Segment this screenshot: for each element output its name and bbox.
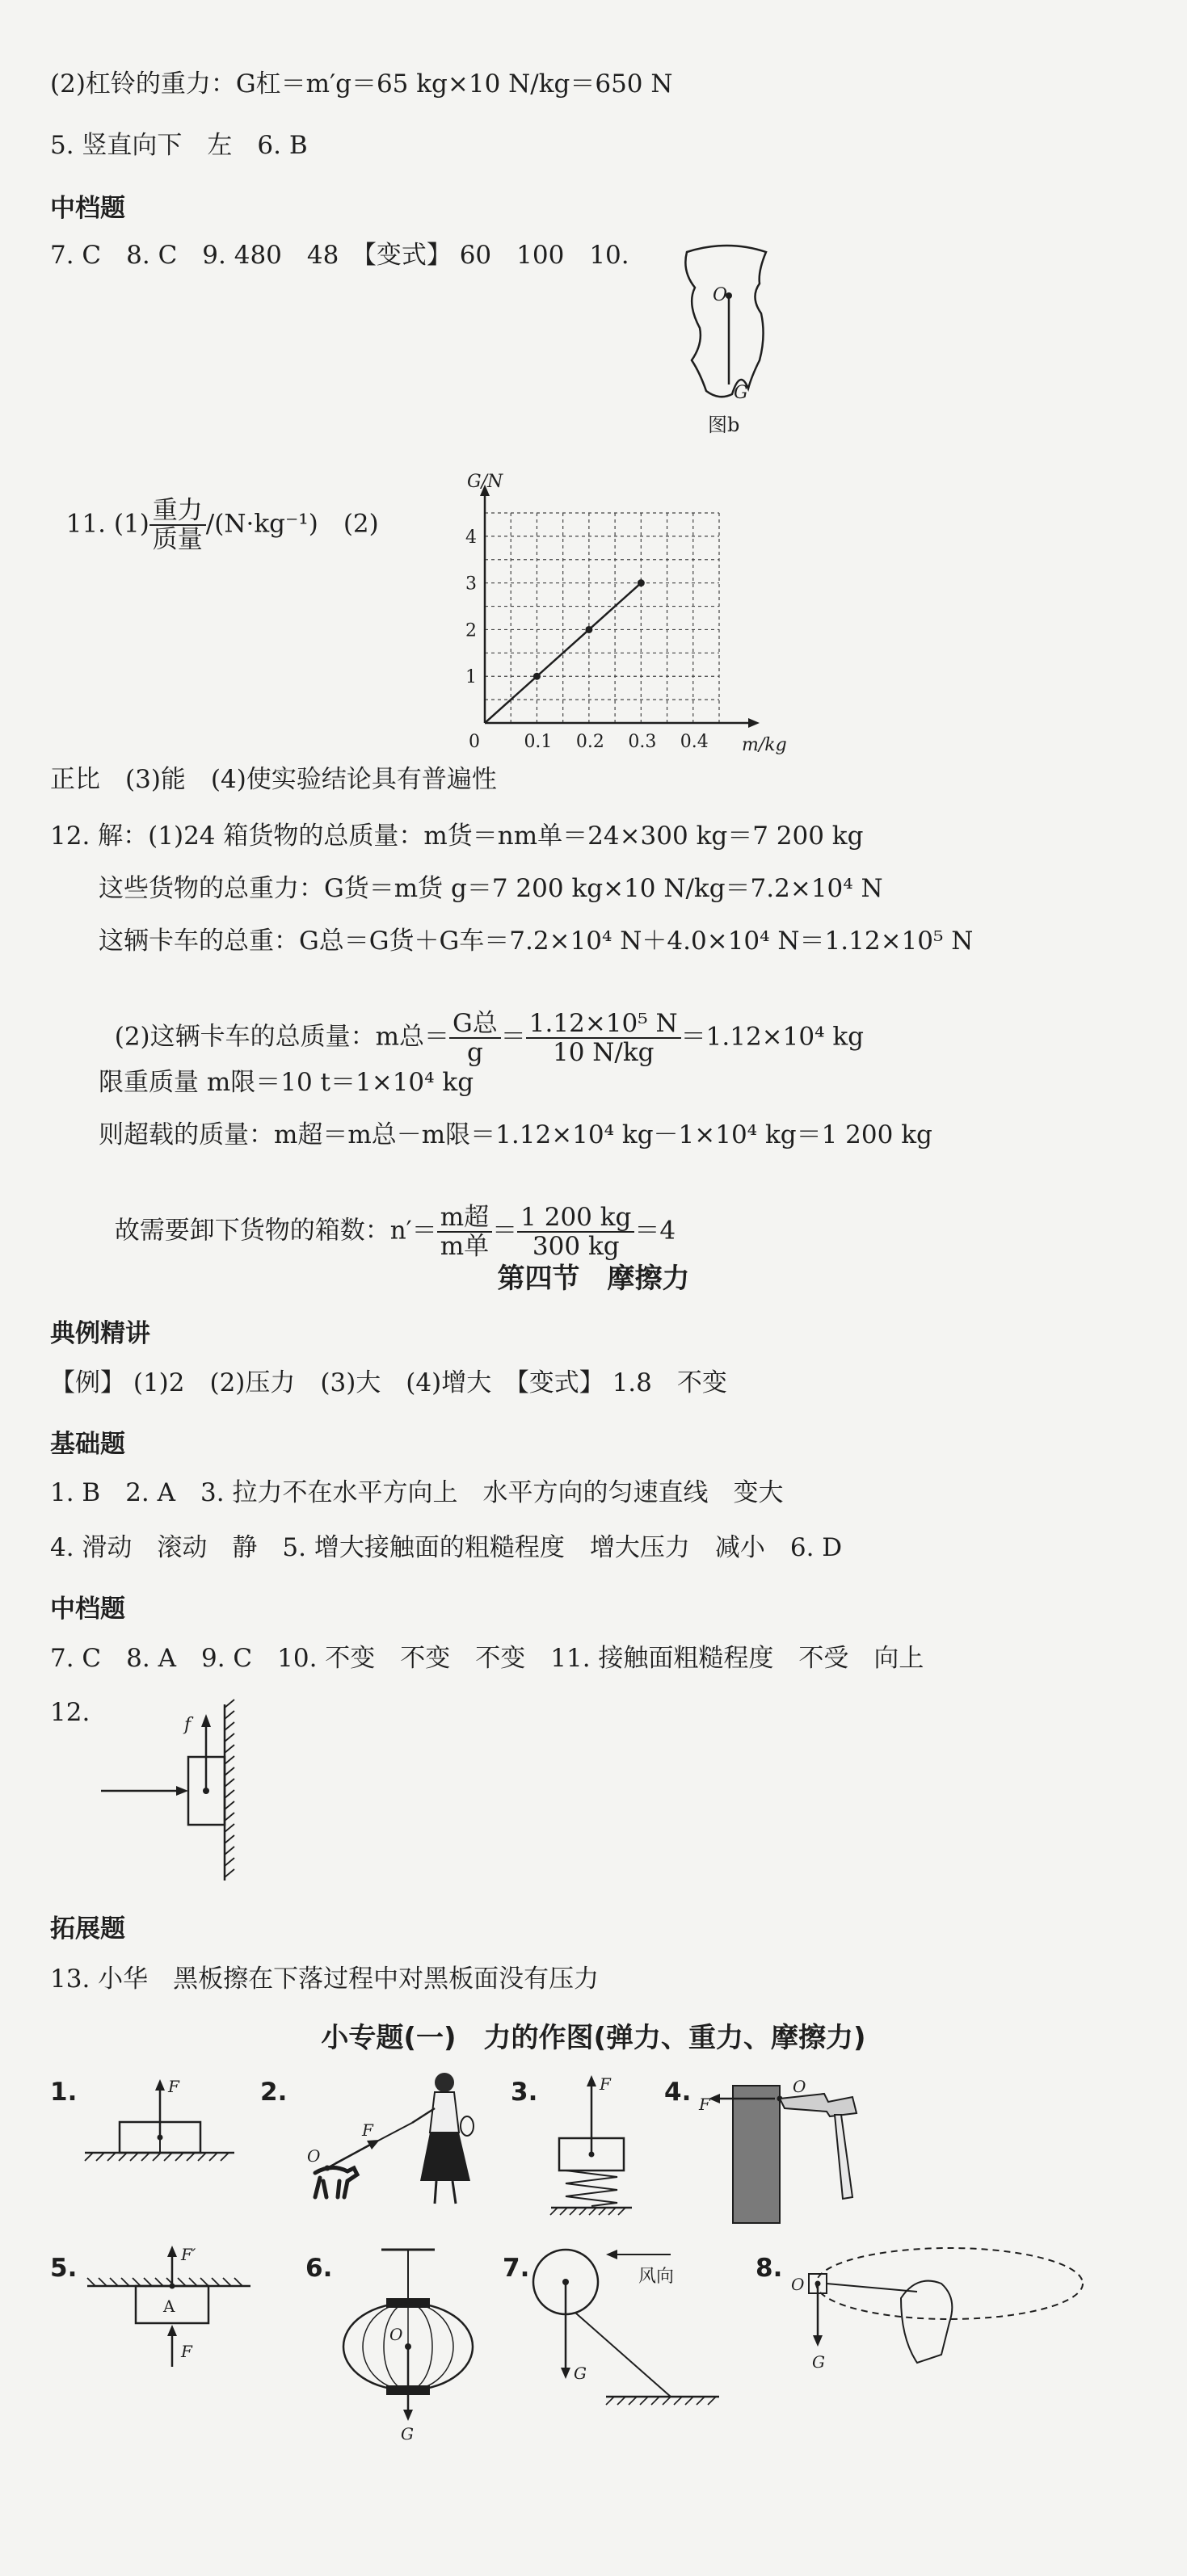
answer-line-12d [99,977,864,1066]
diagram-7-number: 7. [503,2254,530,2283]
answer-line-ext-13: 13. 小华 黑板擦在下落过程中对黑板面没有压力 [50,1965,600,1994]
graph-x-tick: 0.1 [524,732,553,752]
hatch-mark [225,1801,234,1809]
graph-y-tick: 1 [465,667,477,688]
q11-fraction [149,497,206,553]
fig12-label-f: f [184,1715,192,1735]
hatch-mark [560,2208,567,2215]
q11-numerator: 重力 [149,497,206,526]
hatch-mark [599,2208,606,2215]
d6-label-O: O [389,2325,403,2344]
graph-x-label: m/kg [742,735,787,755]
graph-x-tick: 0.2 [575,732,604,752]
answer-line-12f: 则超载的质量：m超＝m总－m限＝1.12×10⁴ kg－1×10⁴ kg＝1 200 kg [99,1120,932,1149]
hatch-mark [225,1711,234,1719]
diagram-7-balloon-wind [525,2242,735,2419]
answer-line-12c: 这辆卡车的总重：G总＝G货＋G车＝7.2×10⁴ N＋4.0×10⁴ N＝1.12×10⁵ N [99,927,974,956]
answer-line-mid-7-11: 7. C 8. A 9. C 10. 不变 不变 不变 11. 接触面粗糙程度 不受 向上 [50,1644,924,1673]
heading-example: 典例精讲 [50,1319,150,1348]
d5-label-F: F [181,2342,192,2361]
hatch-mark [153,2153,161,2161]
hatch-mark [133,2278,141,2286]
hatch-mark [155,2278,163,2286]
answer-line-example: 【例】 (1)2 (2)压力 (3)大 (4)增大 【变式】 1.8 不变 [50,1368,727,1397]
diagram-5-block-pressed-ceiling [81,2238,267,2383]
hatch-mark [87,2278,95,2286]
graph-y-tick: 4 [465,527,477,548]
d8-label-G: G [812,2352,825,2372]
graph-x-tick: 0.3 [628,732,657,752]
q12d-prefix: (2)这辆卡车的总质量：m总＝ [114,1022,450,1052]
section-title-friction: 第四节 摩擦力 [497,1263,690,1295]
hatch-mark [651,2397,659,2405]
x-axis-arrow [748,718,760,728]
q12g-frac1 [437,1204,492,1260]
hatch-mark [221,2153,229,2161]
diagram-6-number: 6. [305,2254,333,2283]
hatch-mark [96,2153,104,2161]
hatch-mark [570,2208,577,2215]
q12g-frac1-num: m超 [437,1204,492,1233]
d7-label-wind: 风向 [638,2267,675,2287]
hatch-mark [189,2278,197,2286]
hatch-mark [225,1767,234,1775]
q12d-frac2 [526,1010,681,1066]
hatch-mark [685,2397,693,2405]
d3-label-F: F [600,2074,611,2094]
diagram-1-block-on-ground [81,2076,242,2181]
q12g-prefix: 故需要卸下货物的箱数：n′＝ [114,1216,437,1246]
hatch-mark [164,2153,172,2161]
diagram-8-number: 8. [756,2254,783,2283]
answer-line-12g [99,1171,676,1260]
diagram-2-number: 2. [260,2078,288,2107]
heading-basic: 基础题 [50,1430,125,1459]
hatch-mark [225,1722,234,1730]
fig10-caption: 图b [708,414,740,436]
hatch-mark [663,2397,671,2405]
hatch-mark [608,2208,616,2215]
hatch-mark [121,2278,129,2286]
fig-12-block-wall [97,1696,259,1890]
q12d-frac2-den: 10 N/kg [552,1038,655,1067]
hatch-mark [225,1813,234,1821]
d6-label-G: G [401,2424,414,2444]
graph-y-tick: 2 [465,620,477,641]
hatch-mark [225,1869,234,1877]
hatch-mark [225,1700,234,1708]
diagram-1-number: 1. [50,2078,78,2107]
hatch-mark [178,2278,186,2286]
graph-data-point [533,673,541,680]
answer-line-gravity: (2)杠铃的重力：G杠＝m′g＝65 kg×10 N/kg＝650 N [50,69,673,99]
d8-label-O: O [791,2275,805,2294]
hatch-mark [198,2153,206,2161]
hatch-mark [618,2208,625,2215]
diagram-5-number: 5. [50,2254,78,2283]
d7-label-G: G [574,2364,587,2383]
q12g-tail: ＝4 [634,1216,676,1246]
graph-y-tick: 3 [465,574,477,595]
answer-line-11-cont: 正比 (3)能 (4)使实验结论具有普遍性 [50,765,497,794]
answer-line-12a: 12. 解：(1)24 箱货物的总质量：m货＝nm单＝24×300 kg＝7 200 kg [50,822,864,851]
hatch-mark [223,2278,231,2286]
q12g-frac2-num: 1 200 kg [517,1204,634,1233]
diagram-3-number: 3. [511,2078,538,2107]
d2-label-F: F [362,2120,373,2140]
hatch-mark [225,1733,234,1742]
hatch-mark [212,2278,220,2286]
hatch-mark [617,2397,625,2405]
d5-label-A: A [163,2297,175,2316]
graph-data-point [585,626,592,633]
q12d-frac1 [449,1010,501,1066]
hatch-mark [589,2208,596,2215]
q12d-frac2-num: 1.12×10⁵ N [526,1010,681,1039]
hatch-mark [200,2278,208,2286]
q12d-eq: ＝ [500,1022,526,1052]
hatch-mark [225,1835,234,1843]
hatch-mark [225,1790,234,1798]
hatch-mark [144,2278,152,2286]
hatch-mark [209,2153,217,2161]
hatch-mark [225,1779,234,1787]
hatch-mark [579,2208,587,2215]
q12d-frac1-num: G总 [449,1010,501,1039]
d4-label-F: F [699,2095,710,2114]
d2-label-O: O [307,2146,321,2166]
hatch-mark [234,2278,242,2286]
answer-line-5-6: 5. 竖直向下 左 6. B [50,131,308,160]
hatch-mark [225,1756,234,1764]
graph-x-tick: 0.4 [680,732,709,752]
hatch-mark [225,1824,234,1832]
fig-10-plate [671,239,792,441]
q12g-frac2 [517,1204,634,1260]
hatch-mark [697,2397,705,2405]
heading-mid-level: 中档题 [50,194,125,223]
topic-title-force-diagrams: 小专题(一) 力的作图(弹力、重力、摩擦力) [321,2022,866,2054]
d4-label-O: O [793,2077,806,2096]
diagram-3-block-on-spring [541,2072,655,2217]
hatch-mark [225,1847,234,1855]
hatch-mark [99,2278,107,2286]
hatch-mark [85,2153,93,2161]
hatch-mark [119,2153,127,2161]
diagram-4-hammer-nail [691,2068,893,2229]
mass-gravity-graph [452,464,808,755]
hatch-mark [225,1858,234,1866]
q12g-eq: ＝ [492,1216,518,1246]
graph-y-label: G/N [467,472,503,492]
heading-mid-level-2: 中档题 [50,1595,125,1624]
answer-line-11 [50,464,379,553]
fig10-label-G: G [734,383,748,403]
hatch-mark [550,2208,558,2215]
answer-line-7-10: 7. C 8. C 9. 480 48 【变式】 60 100 10. [50,241,629,270]
diagram-8-swing-circle [780,2242,1087,2419]
q11-unit: /(N·kg⁻¹) (2) [205,509,379,539]
answer-line-12b: 这些货物的总重力：G货＝m货 g＝7 200 kg×10 N/kg＝7.2×10⁴ N [99,874,883,903]
hatch-mark [640,2397,648,2405]
answer-line-basic-2: 4. 滑动 滚动 静 5. 增大接触面的粗糙程度 增大压力 减小 6. D [50,1533,843,1562]
diagram-2-woman-walking-dog [291,2068,493,2213]
answer-line-12e: 限重质量 m限＝10 t＝1×10⁴ kg [99,1068,474,1097]
hatch-mark [629,2397,637,2405]
answer-line-mid-12: 12. [50,1698,90,1727]
hatch-mark [141,2153,149,2161]
answer-line-basic-1: 1. B 2. A 3. 拉力不在水平方向上 水平方向的匀速直线 变大 [50,1478,784,1507]
q12d-frac1-den: g [466,1038,483,1067]
graph-data-point [638,579,645,586]
hatch-mark [130,2153,138,2161]
d1-label-F: F [168,2077,179,2096]
hatch-mark [175,2153,183,2161]
hatch-mark [187,2153,195,2161]
hatch-mark [110,2278,118,2286]
hatch-mark [674,2397,682,2405]
graph-origin: 0 [469,732,480,752]
q12d-tail: ＝1.12×10⁴ kg [680,1022,865,1052]
diagram-6-lantern [331,2242,485,2444]
q12g-frac1-den: m单 [440,1232,490,1261]
hatch-mark [606,2397,614,2405]
heading-extension: 拓展题 [50,1914,125,1944]
hatch-mark [107,2153,116,2161]
diagram-4-number: 4. [664,2078,692,2107]
q11-prefix: 11. (1) [65,509,149,539]
q11-denominator: 质量 [152,525,203,554]
fig10-label-O: O [713,285,728,305]
hatch-mark [708,2397,716,2405]
hatch-mark [225,1745,234,1753]
q12g-frac2-den: 300 kg [532,1232,620,1261]
d5-label-Fprime: F′ [181,2245,196,2264]
